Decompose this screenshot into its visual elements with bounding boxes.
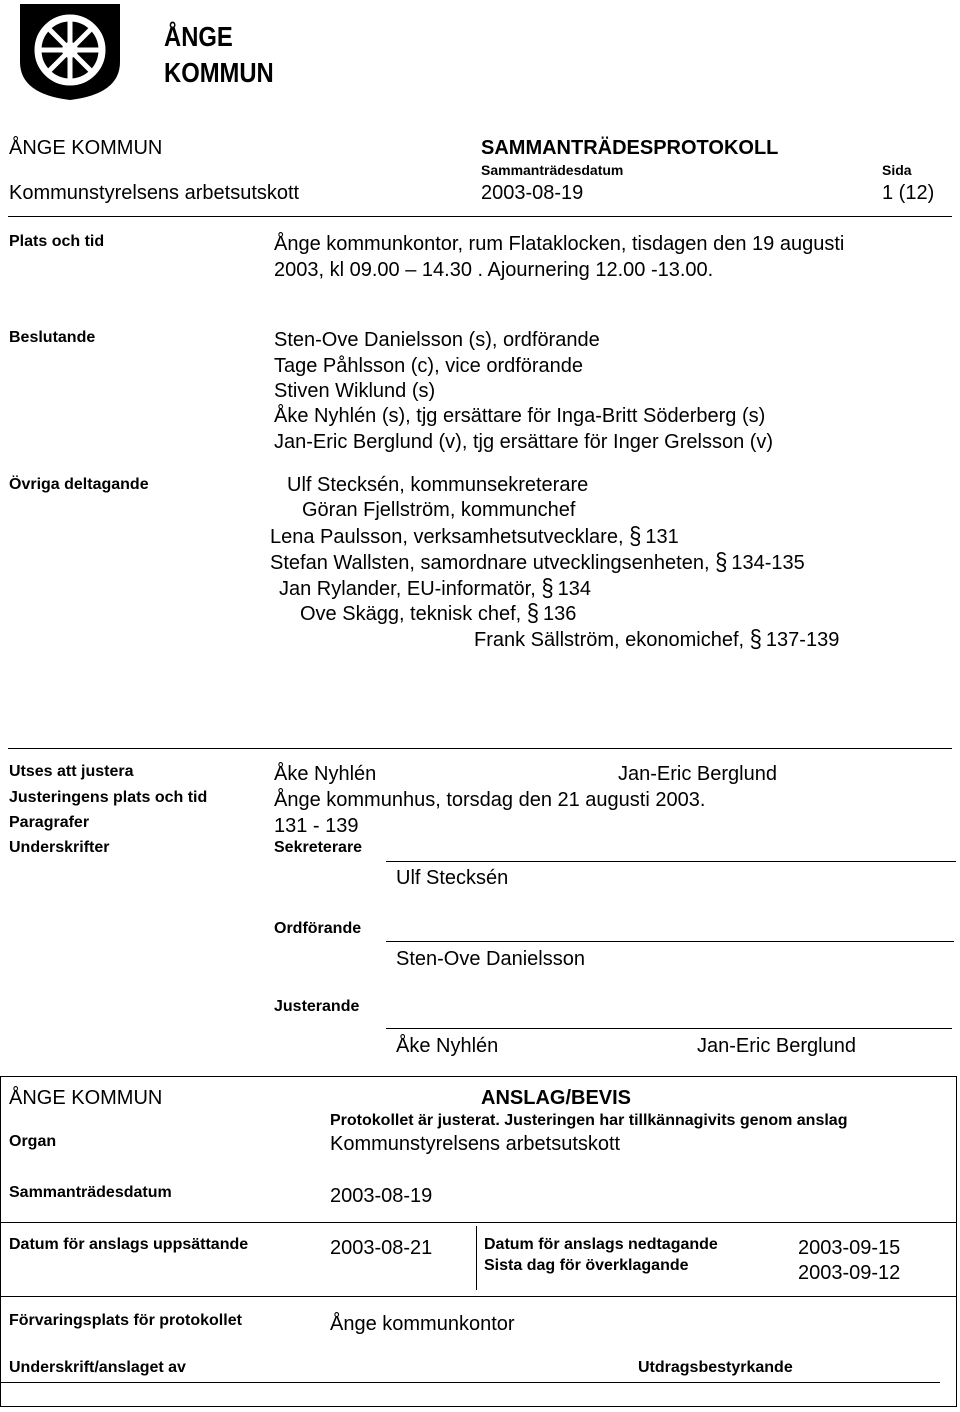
ovriga-person-row	[279, 573, 591, 602]
ovriga-person: Jan Rylander, EU-informatör,	[279, 578, 536, 600]
beslutande-member: Åke Nyhlén (s), tjg ersättare för Inga-Britt Söderberg (s)	[274, 405, 766, 427]
paragrafer-label: Paragrafer	[9, 814, 90, 831]
organ: Kommunstyrelsens arbetsutskott	[330, 1133, 621, 1155]
anslag-divider	[476, 1226, 477, 1290]
justerande-signature-line	[386, 1028, 952, 1029]
overklagande: 2003-09-12	[798, 1262, 901, 1284]
header-body: Kommunstyrelsens arbetsutskott	[9, 182, 300, 204]
ordforande-name: Sten-Ove Danielsson	[396, 948, 585, 970]
justering-plats: Ånge kommunhus, torsdag den 21 augusti 2003.	[274, 789, 706, 811]
beslutande-member: Jan-Eric Berglund (v), tjg ersättare för Inger Grelsson (v)	[274, 431, 774, 453]
anslag-rule-2	[0, 1296, 957, 1297]
sekreterare-signature-line	[386, 861, 956, 862]
beslutande-member: Tage Påhlsson (c), vice ordförande	[274, 355, 584, 377]
anslag-datum: 2003-08-19	[330, 1185, 433, 1207]
header-org: ÅNGE KOMMUN	[9, 137, 163, 159]
underskrift-label: Underskrift/anslaget av	[9, 1359, 186, 1376]
utses-label: Utses att justera	[9, 763, 134, 780]
page-number: 1 (12)	[882, 182, 935, 204]
ovriga-person-row	[474, 624, 840, 653]
logo-line2: KOMMUN	[164, 57, 274, 88]
anslag-notice: Protokollet är justerat. Justeringen har tillkännagivits genom anslag	[330, 1112, 848, 1129]
ovriga-person-row	[270, 547, 805, 576]
beslutande-member: Stiven Wiklund (s)	[274, 380, 436, 402]
ovriga-paragraph: 134-135	[731, 552, 805, 574]
paragraph-symbol-icon: §	[715, 547, 728, 576]
header-rule	[8, 216, 952, 217]
ovriga-paragraph: 136	[543, 603, 577, 625]
utdrag-label: Utdragsbestyrkande	[638, 1359, 793, 1376]
ovriga-paragraph: 131	[645, 526, 679, 548]
paragraph-symbol-icon: §	[629, 521, 642, 550]
justerande-label: Justerande	[274, 998, 360, 1015]
justerare-1: Åke Nyhlén	[274, 763, 377, 785]
justerande-name-1: Åke Nyhlén	[396, 1035, 499, 1057]
overklagande-label: Sista dag för överklagande	[484, 1257, 689, 1274]
place-line1: Ånge kommunkontor, rum Flataklocken, tisdagen den 19 augusti	[274, 233, 845, 255]
doc-type: SAMMANTRÄDESPROTOKOLL	[481, 137, 779, 159]
logo	[18, 2, 274, 102]
sekreterare-name: Ulf Stecksén	[396, 867, 509, 889]
ovriga-person: Frank Sällström, ekonomichef,	[474, 629, 745, 651]
uppsattande: 2003-08-21	[330, 1237, 433, 1259]
place-line2: 2003, kl 09.00 – 14.30 . Ajournering 12.00 -13.00.	[274, 259, 714, 281]
ovriga-label: Övriga deltagande	[9, 476, 149, 493]
place-label: Plats och tid	[9, 233, 105, 250]
anslag-signature-rule	[0, 1382, 940, 1383]
ordforande-label: Ordförande	[274, 920, 362, 937]
sekreterare-label: Sekreterare	[274, 839, 363, 856]
anslag-title: ANSLAG/BEVIS	[481, 1087, 632, 1109]
ovriga-person-row	[270, 521, 679, 550]
ovriga-person: Ulf Stecksén, kommunsekreterare	[287, 474, 589, 496]
justering-plats-label: Justeringens plats och tid	[9, 789, 208, 806]
logo-line1: ÅNGE	[164, 21, 233, 52]
ordforande-signature-line	[386, 941, 954, 942]
header-date: 2003-08-19	[481, 182, 584, 204]
anslag-datum-label: Sammanträdesdatum	[9, 1184, 172, 1201]
ovriga-person: Ove Skägg, teknisk chef,	[300, 603, 522, 625]
beslutande-member: Sten-Ove Danielsson (s), ordförande	[274, 329, 600, 351]
justering-rule	[8, 748, 952, 749]
nedtagande-label: Datum för anslags nedtagande	[484, 1236, 718, 1253]
date-label: Sammanträdesdatum	[481, 162, 624, 178]
anslag-org: ÅNGE KOMMUN	[9, 1087, 163, 1109]
ovriga-person: Göran Fjellström, kommunchef	[302, 499, 576, 521]
paragraph-symbol-icon: §	[526, 598, 540, 627]
paragrafer: 131 - 139	[274, 815, 359, 837]
page-label: Sida	[882, 162, 912, 178]
justerande-name-2: Jan-Eric Berglund	[697, 1035, 856, 1057]
beslutande-label: Beslutande	[9, 329, 96, 346]
forvaring-label: Förvaringsplats för protokollet	[9, 1312, 242, 1329]
paragraph-symbol-icon: §	[749, 624, 762, 653]
forvaring: Ånge kommunkontor	[330, 1313, 515, 1335]
organ-label: Organ	[9, 1133, 57, 1150]
ovriga-person: Stefan Wallsten, samordnare utvecklingsenheten,	[270, 552, 710, 574]
paragraph-symbol-icon: §	[541, 573, 554, 602]
underskrifter-label: Underskrifter	[9, 839, 110, 856]
nedtagande: 2003-09-15	[798, 1237, 901, 1259]
uppsattande-label: Datum för anslags uppsättande	[9, 1236, 249, 1253]
ovriga-paragraph: 134	[557, 578, 591, 600]
ovriga-paragraph: 137-139	[765, 629, 840, 651]
justerare-2: Jan-Eric Berglund	[618, 763, 777, 785]
wheel-emblem-icon	[18, 2, 122, 102]
ovriga-person: Lena Paulsson, verksamhetsutvecklare,	[270, 526, 624, 548]
anslag-rule-1	[0, 1222, 957, 1223]
ovriga-person-row	[300, 598, 577, 627]
